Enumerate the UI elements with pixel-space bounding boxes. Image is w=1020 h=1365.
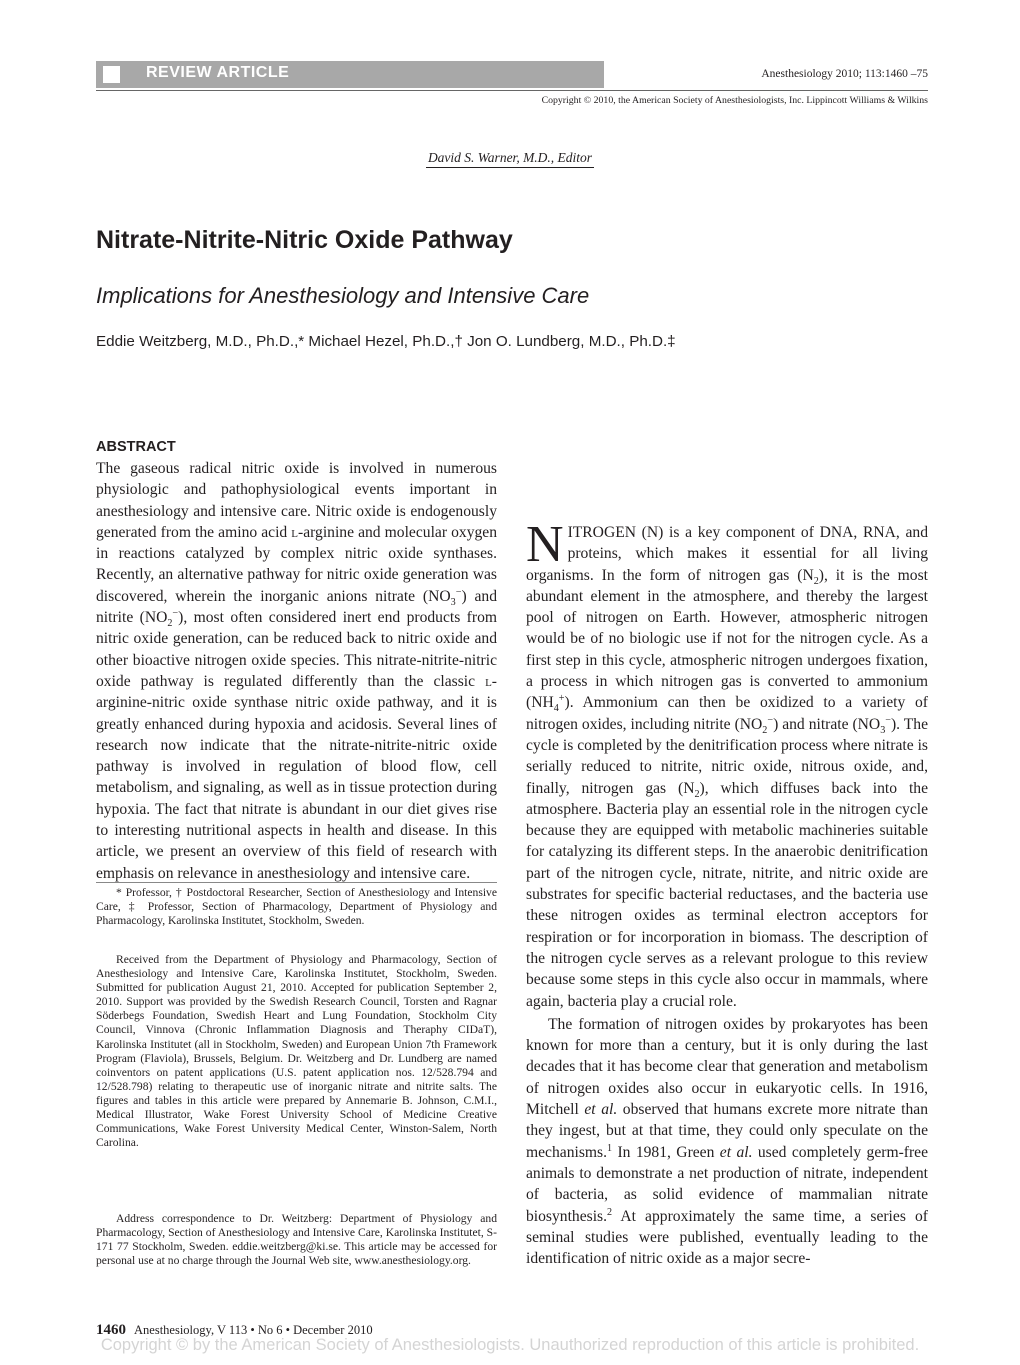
footnote-received: [96, 953, 497, 1150]
subscript: 4: [553, 703, 559, 715]
subscript: 2: [694, 788, 700, 800]
body-part: ITROGEN (N) is a key component of DNA, RNA, and proteins, which makes it essential for all living organisms. In the form of nitrogen gas (N: [526, 524, 928, 584]
body-part: observed that humans excrete more nitrate than they ingest, but at that time, they could only speculate on the mechanisms.: [526, 1101, 929, 1161]
page-number: 1460: [96, 1322, 126, 1338]
body-part: ). Ammonium can then be oxidized to a variety of nitrogen oxides, including nitrite (NO: [526, 694, 928, 733]
superscript: −: [455, 586, 462, 598]
abstract-continuation-spacer: [526, 437, 928, 522]
footer-journal: Anesthesiology, V 113 • No 6 • December 2010: [134, 1323, 373, 1337]
abstract-heading: ABSTRACT: [96, 439, 176, 455]
copyright-watermark: Copyright © by the American Society of Anesthesiologists. Unauthorized reproduction of this article is prohibited.: [100, 1336, 920, 1354]
body-part: The formation of nitrogen oxides by prokaryotes has been known for more than a century, but it is only during the last decades that it has become clear that generation and metabolism of nitrogen oxides also occur in eukaryotic cells. In 1916, Mitchell: [526, 1015, 928, 1119]
abstract-text: [96, 458, 497, 884]
abstract-part: ), most often considered inert end products from nitric oxide generation, can be reduced back to nitric oxide and other bioactive nitrogen oxide species. This nitrate-nitrite-nitric oxide pathway is regulated differently than the classic: [96, 609, 497, 690]
journal-citation: Anesthesiology 2010; 113:1460 –75: [761, 68, 928, 80]
subscript: 2: [813, 575, 819, 587]
abstract-part: -arginine and molecular oxygen in reactions catalyzed by complex nitric oxide synthases. Recently, an alternative pathway for nitric oxide generation was discovered, wherein the inorganic anions nitrate (NO: [96, 523, 497, 605]
article-title: Nitrate-Nitrite-Nitric Oxide Pathway: [96, 226, 513, 254]
editor-name: David S. Warner, M.D., Editor: [426, 150, 594, 168]
subscript: 2: [762, 724, 768, 736]
subscript: 3: [450, 596, 456, 608]
abstract-part: ) and nitrite (NO: [96, 587, 497, 627]
stereo-prefix: l: [485, 672, 492, 690]
footnote-rule: [96, 882, 497, 883]
body-part: ), it is the most abundant element in the atmosphere, and thereby the largest pool of nitrogen on Earth. However, atmospheric nitrogen would be of no biologic use if not for the nitrogen cycle. As a first step in this cycle, atmospheric nitrogen undergoes fixation, a process in which nitrogen gas is converted to ammonium (NH: [526, 566, 928, 712]
superscript: −: [767, 714, 774, 726]
footnote-address: [96, 1212, 497, 1268]
subscript: 3: [880, 724, 886, 736]
body-part: used completely germ-free animals to demonstrate a net production of nitrate, independent of bacteria, as solid evidence of mammalian nitrate biosynthesis.: [526, 1143, 928, 1225]
body-section: [526, 437, 928, 1269]
body-part: ), which diffuses back into the atmosphere. Bacteria play an essential role in the nitrogen cycle because they are equipped with metabolic machineries suitable for catalyzing its different steps. In the anaerobic denitrification part of the nitrogen cycle, nitrate, nitrite, and nitric oxide are substrates for specific bacterial reductases, and the bacteria use these nitrogen oxides as terminal electron acceptors for respiration or for incorporation in biomass. The description of the nitrogen cycle serves as a relevant prologue to this review because some steps in this cycle also occur in mammals, where again, bacteria play a crucial role.: [526, 779, 928, 1010]
superscript: +: [558, 693, 565, 705]
copyright-line: Copyright © 2010, the American Society of Anesthesiologists, Inc. Lippincott Williams & Wilkins: [541, 95, 928, 106]
body-part: ) and nitrate (NO: [773, 715, 881, 733]
reference-marker: 1: [606, 1142, 613, 1154]
footnote-text: * Professor, † Postdoctoral Researcher, Section of Anesthesiology and Intensive Care, ‡ Professor, Section of Pharmacology, Department of Physiology and Pharmacology, Karolinska Institutet, Stockholm, Sweden.: [96, 886, 497, 928]
stereo-prefix: l: [291, 523, 299, 541]
section-square-icon: [103, 66, 120, 83]
author-list: Eddie Weitzberg, M.D., Ph.D.,* Michael Hezel, Ph.D.,† Jon O. Lundberg, M.D., Ph.D.‡: [96, 333, 676, 350]
abstract-part: -arginine-nitric oxide synthase nitric oxide pathway, and it is greatly enhanced during hypoxia and acidosis. Several lines of research now indicate that the nitrate-nitrite-nitric oxide pathway is involved in regulation of blood flow, cell metabolism, and signaling, as well as in tissue protection during hypoxia. The fact that nitrate is abundant in our diet gives rise to interesting nutritional aspects in health and disease. In this article, we present an overview of this field of research with emphasis on relevance in anesthesiology and intensive care.: [96, 672, 497, 882]
abstract-part: The gaseous radical nitric oxide is involved in numerous physiologic and pathophysiological events important in anesthesiology and intensive care. Nitric oxide is endogenously generated from the amino acid: [96, 460, 497, 541]
footnote-text: Received from the Department of Physiology and Pharmacology, Section of Anesthesiology and Intensive Care, Karolinska Institutet, Stockholm, Sweden. Submitted for publication August 21, 2010. Accepted for publication September 2, 2010. Support was provided by the Swedish Research Council, Torsten and Ragnar Söderbegs Foundation, Swedish Heart and Lung Foundation, Stockholm City Council, Vinnova (Chronic Inflammation Diagnosis and Theraphy CIDaT), Karolinska Institutet (all in Stockholm, Sweden) and European Union 7th Framework Program (Flaviola), Brussels, Belgium. Dr. Weitzberg and Dr. Lundberg are named coinventors on patent applications (U.S. patent application nos. 12/528.794 and 12/528.798) relating to therapeutic use of inorganic nitrate and nitrite salts. The figures and tables in this article were prepared by Annemarie B. Johnson, C.M.I., Medical Illustrator, Wake Forest University School of Medicine Creative Communications, Wake Forest University Medical Center, Winston-Salem, North Carolina.: [96, 953, 497, 1150]
intro-paragraph: [526, 516, 928, 1012]
abstract-section: [96, 437, 497, 884]
subscript: 2: [167, 618, 173, 630]
drop-cap: N: [526, 516, 564, 573]
superscript: −: [885, 714, 891, 726]
reference-marker: 2: [607, 1206, 613, 1218]
footnote-affiliations: [96, 886, 497, 928]
history-paragraph: [526, 1014, 928, 1270]
superscript: −: [172, 607, 179, 619]
et-al: et al.: [584, 1101, 618, 1119]
editor-line: [0, 150, 1020, 166]
body-part: At approximately the same time, a series of seminal studies were published, eventually leading to the identification of nitric oxide as a major secre-: [526, 1207, 928, 1268]
footnote-text: Address correspondence to Dr. Weitzberg: Department of Physiology and Pharmacology, Section of Anesthesiology and Intensive Care, Karolinska Institutet, S-171 77 Stockholm, Sweden. eddie.weitzberg@ki.se. This article may be accessed for personal use at no charge through the Journal Web site, www.anesthesiology.org.: [96, 1212, 497, 1268]
body-part: ). The cycle is completed by the denitrification process where nitrate is serially reduced to nitrite, nitric oxide, nitrous oxide, and, finally, nitrogen gas (N: [526, 715, 928, 797]
body-part: In 1981, Green: [612, 1143, 720, 1161]
article-subtitle: Implications for Anesthesiology and Intensive Care: [96, 283, 590, 308]
et-al: et al.: [719, 1143, 753, 1161]
section-label: REVIEW ARTICLE: [146, 64, 290, 81]
header-rule: [96, 90, 928, 91]
